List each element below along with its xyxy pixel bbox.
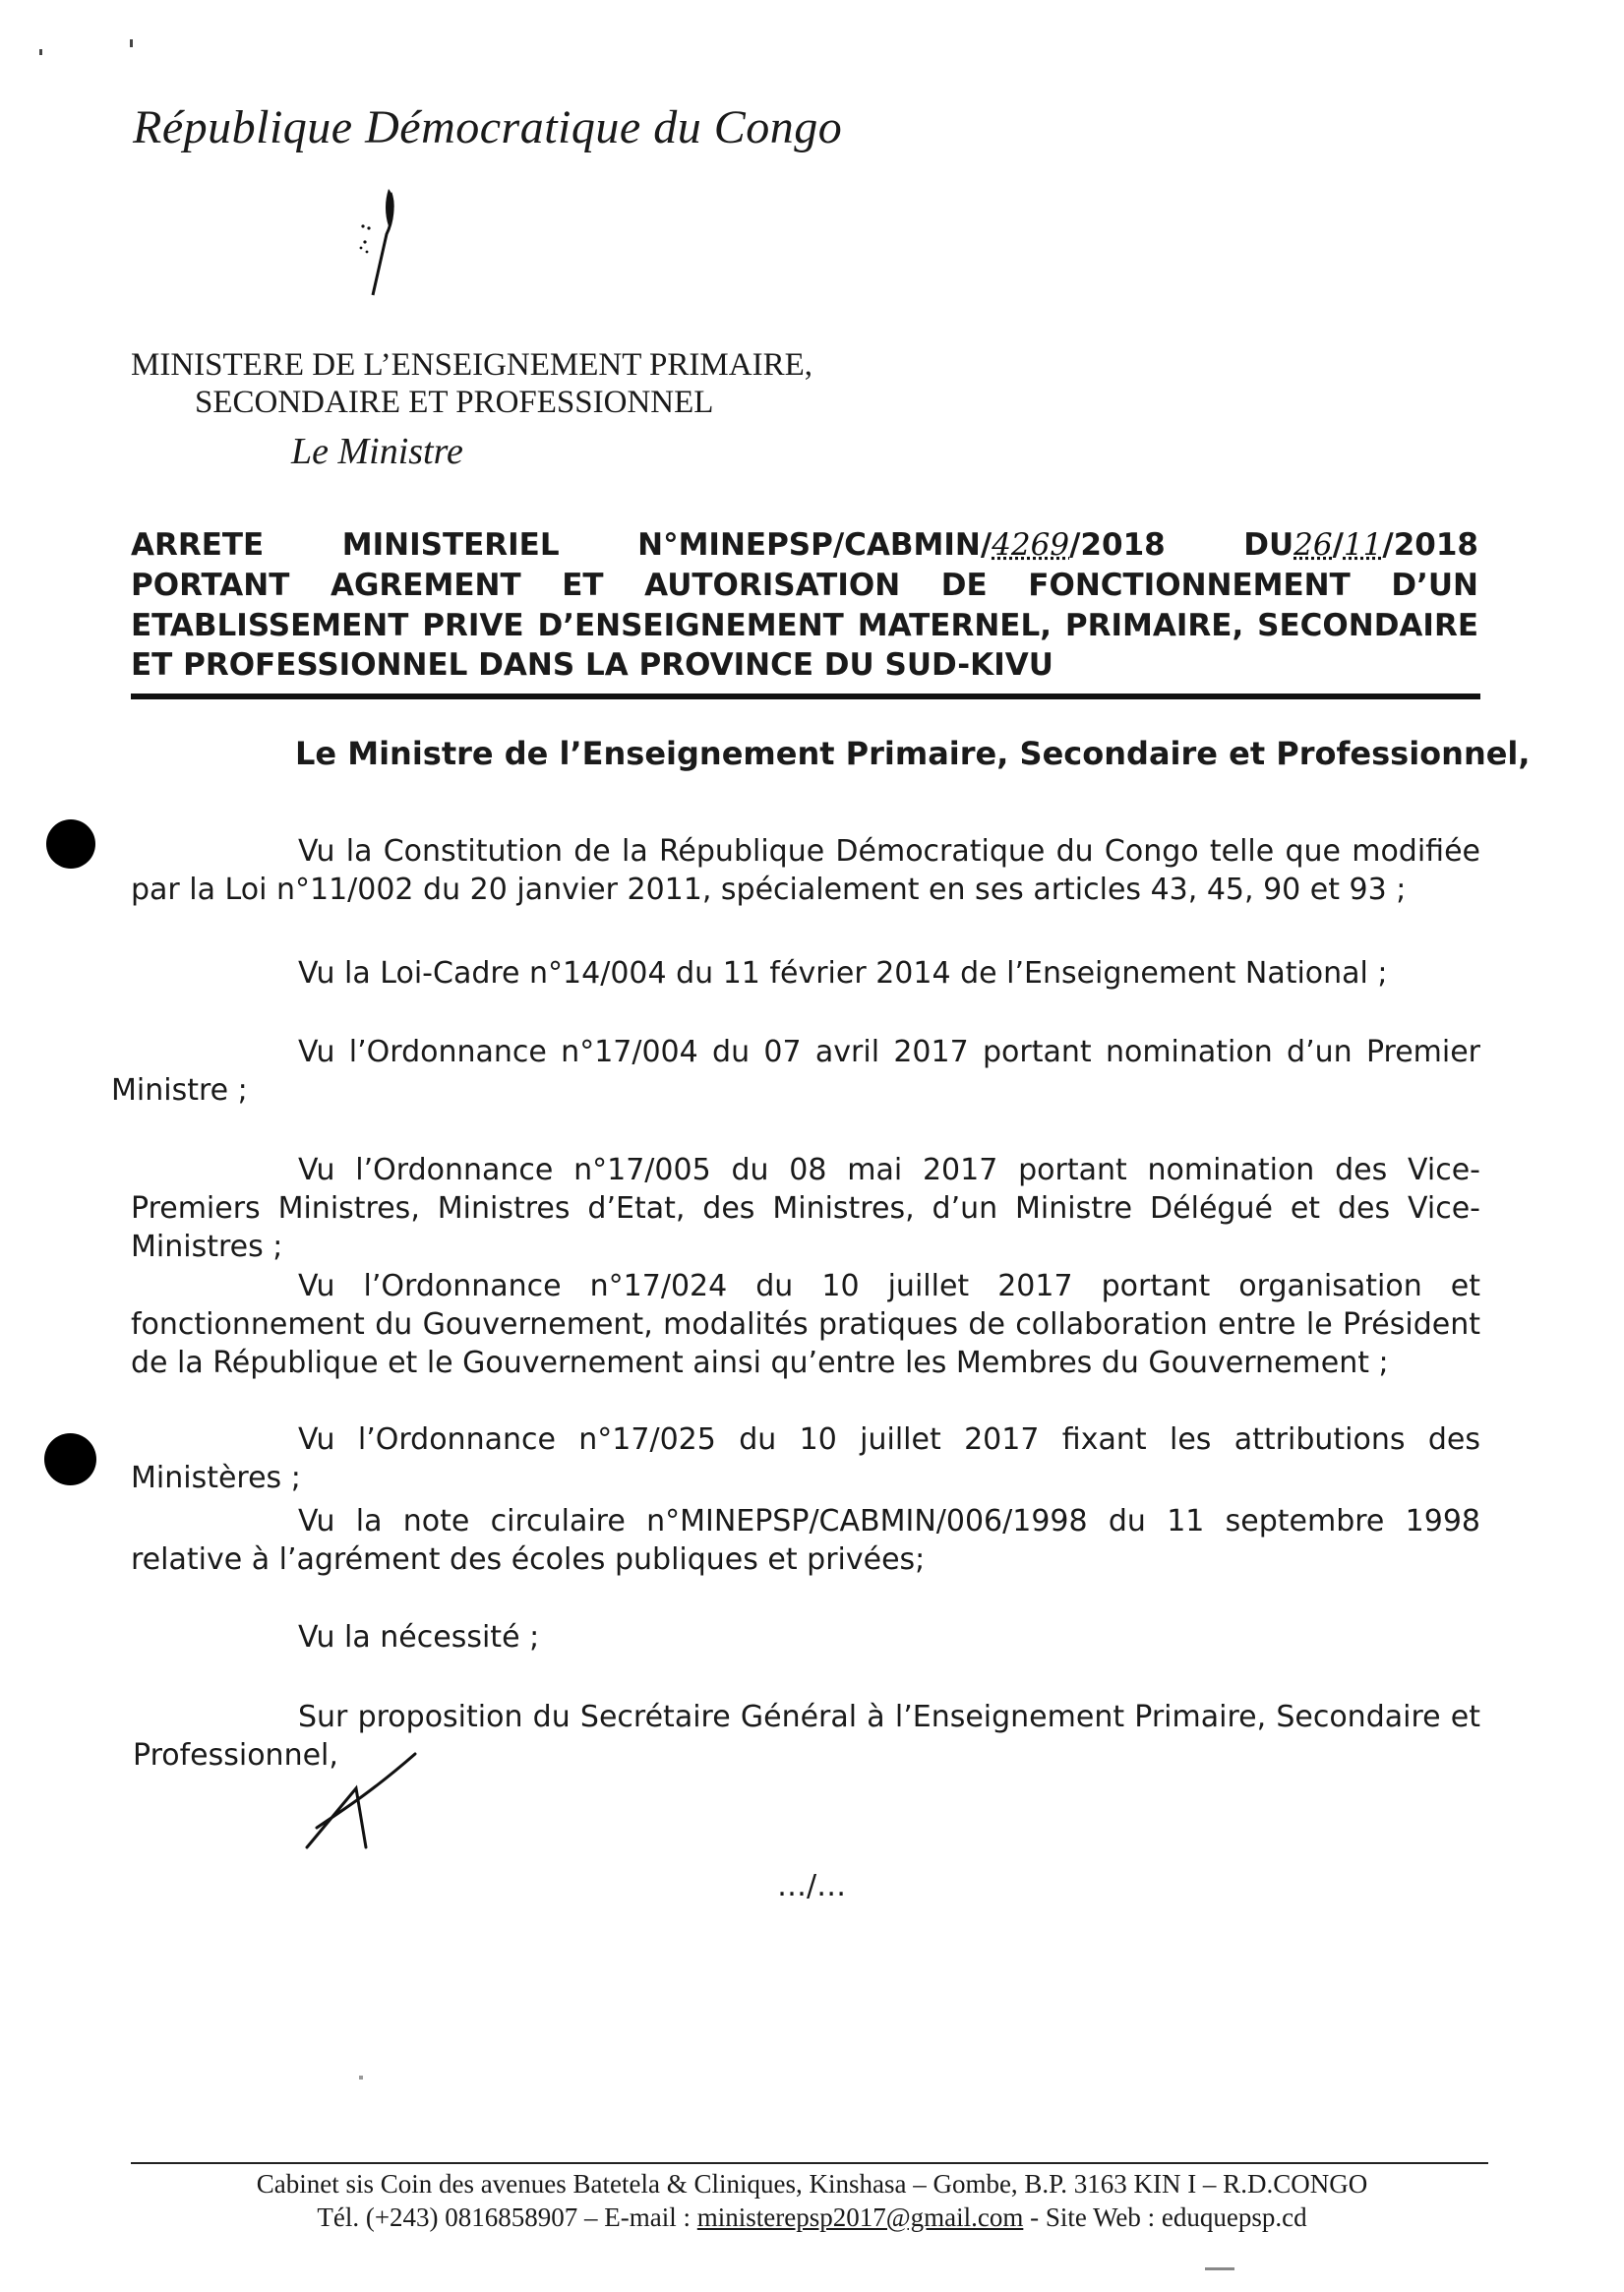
decree-title-line4: ET PROFESSIONNEL DANS LA PROVINCE DU SUD-KIVU (131, 647, 1053, 683)
considerant-necessite: Vu la nécessité ; (298, 1620, 540, 1655)
considerant-proposition: Sur proposition du Secrétaire Général à l’Enseignement Primaire, Secondaire et Professionnel, (133, 1700, 1480, 1773)
preamble-intro: Le Ministre de l’Enseignement Primaire, Secondaire et Professionnel, (295, 735, 1531, 772)
considerant-constitution: Vu la Constitution de la République Démocratique du Congo telle que modifiée par la Loi n°11/002 du 20 janvier 2011, spécialement en ses articles 43, 45, 90 et 93 ; (131, 834, 1480, 907)
continued-marker: …/… (777, 1869, 847, 1903)
considerant-ordonnance-17-025: Vu l’Ordonnance n°17/025 du 10 juillet 2017 fixant les attributions des Ministères ; (131, 1422, 1480, 1495)
considerant-ordonnance-17-024: Vu l’Ordonnance n°17/024 du 10 juillet 2017 portant organisation et fonctionnement du Gouvernement, modalités pratiques de collaboration entre le Président de la République et le Gouvernement ainsi qu’entre les Membres du Gouvernement ; (131, 1269, 1480, 1380)
scan-mark (1205, 2267, 1234, 2270)
scan-mark (130, 39, 133, 47)
decree-day-handwritten: 26 (1293, 527, 1333, 563)
date-separator: / (1332, 527, 1344, 563)
footer-phone: Tél. (+243) 0816858907 – E-mail : (317, 2202, 697, 2232)
scan-mark (39, 49, 42, 55)
footer-site-label: - Site Web : (1023, 2202, 1162, 2232)
decree-title-line1 (131, 527, 1478, 563)
footer-address: Cabinet sis Coin des avenues Batetela & Cliniques, Kinshasa – Gombe, B.P. 3163 KIN I – R.D.CONGO (256, 2169, 1368, 2199)
considerant-note-circulaire: Vu la note circulaire n°MINEPSP/CABMIN/006/1998 du 11 septembre 1998 relative à l’agrément des écoles publiques et privées; (131, 1504, 1480, 1577)
footer-divider (131, 2162, 1488, 2164)
ministry-name-line1: MINISTERE DE L’ENSEIGNEMENT PRIMAIRE, (131, 347, 812, 383)
republic-heading: République Démocratique du Congo (133, 101, 843, 153)
le-ministre-signature-line: Le Ministre (291, 431, 463, 472)
punch-hole-bottom (44, 1433, 96, 1485)
ministry-name-line2: SECONDAIRE ET PROFESSIONNEL (195, 385, 714, 420)
considerant-loi-cadre: Vu la Loi-Cadre n°14/004 du 11 février 2014 de l’Enseignement National ; (298, 956, 1388, 991)
considerant-ordonnance-17-005: Vu l’Ordonnance n°17/005 du 08 mai 2017 portant nomination des Vice-Premiers Ministres, Ministres d’Etat, des Ministres, d’un Ministre Délégué et des Vice-Ministres ; (131, 1153, 1480, 1264)
punch-hole-top (46, 819, 95, 869)
title-divider (131, 694, 1480, 699)
decree-year: /2018 (1382, 527, 1478, 563)
emblem-icon (349, 185, 408, 303)
decree-number-handwritten: 4269 (992, 527, 1070, 563)
decree-month-handwritten: 11 (1343, 527, 1383, 563)
decree-title-line3: ETABLISSEMENT PRIVE D’ENSEIGNEMENT MATERNEL, PRIMAIRE, SECONDAIRE (131, 608, 1478, 643)
considerant-ordonnance-17-004: Vu l’Ordonnance n°17/004 du 07 avril 2017 portant nomination d’un Premier Ministre ; (111, 1035, 1480, 1108)
footer-contact (0, 2202, 1624, 2233)
decree-title-line2: PORTANT AGREMENT ET AUTORISATION DE FONCTIONNEMENT D’UN (131, 568, 1478, 603)
initials-signature (297, 1749, 425, 1857)
decree-year-du: /2018 DU (1069, 527, 1294, 563)
decree-prefix: ARRETE MINISTERIEL N°MINEPSP/CABMIN/ (131, 527, 992, 563)
footer-email-link[interactable]: ministerepsp2017@gmail.com (696, 2202, 1024, 2232)
scan-speck (359, 2076, 363, 2080)
footer-website: eduquepsp.cd (1161, 2202, 1307, 2232)
